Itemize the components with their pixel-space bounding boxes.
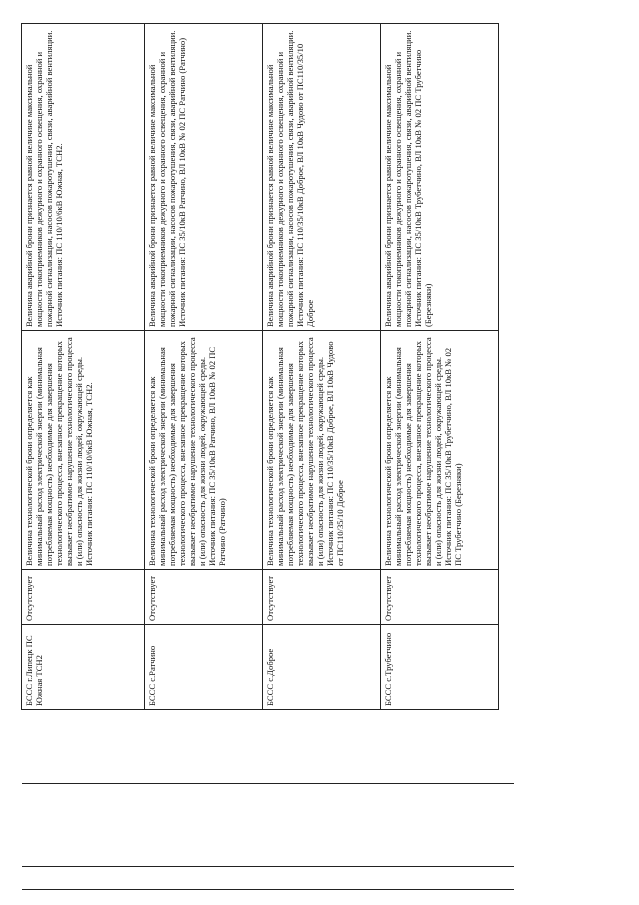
tech-reserve-cell: Величина технологической брони определяется как минимальный расход электрической энергии (минимальная потребляемая мощность) необходимые для завершения технологического процесса, внезапное прекращение которых вызывает необратимое нарушение технологического процесса и (или) опасность для жизни людей, окружающей среды. Источник питания: ПС 110/10/6кВ Южная, ТСН2.	[22, 331, 145, 570]
blank-rule	[22, 866, 514, 867]
tech-reserve-cell: Величина технологической брони определяется как минимальный расход электрической энергии (минимальная потребляемая мощность) необходимые для завершения технологического процесса, внезапное прекращение которых вызывает необратимое нарушение технологического процесса и (или) опасность для жизни людей, окружающей среды. Источник питания: ПС 35/10кВ Ратчино, ВЛ 10кВ № 02 ПС Ратчино (Ратчино)	[145, 331, 263, 570]
emergency-reserve-cell: Величина аварийной брони признается равной величине максимальной мощности токоприемников дежурного и охранного освещения, охранной и пожарной сигнализации, насосов пожаротушения, связи, аварийной вентиляции. Источник питания: ПС 35/10кВ Ратчино, ВЛ 10кВ № 02 ПС Ратчино (Ратчино)	[145, 24, 263, 331]
blank-rule	[22, 889, 514, 890]
table-row	[381, 24, 499, 710]
emergency-reserve-cell: Величина аварийной брони признается равной величине максимальной мощности токоприемников дежурного и охранного освещения, охранной и пожарной сигнализации, насосов пожаротушения, связи, аварийной вентиляции. Источник питания: ПС 110/10/6кВ Южная, ТСН2.	[22, 24, 145, 331]
flag-cell: Отсутствует	[263, 570, 381, 625]
object-cell: БССС г.Липецк ПС Южная ТСН2	[22, 625, 145, 710]
object-cell: БССС с.Ратчино	[145, 625, 263, 710]
table-row	[22, 24, 145, 710]
flag-cell: Отсутствует	[381, 570, 499, 625]
tech-reserve-cell: Величина технологической брони определяется как минимальный расход электрической энергии (минимальная потребляемая мощность) необходимые для завершения технологического процесса, внезапное прекращение которых вызывает необратимое нарушение технологического процесса и (или) опасность для жизни людей, окружающей среды. Источник питания: ПС 110/35/10кВ Доброе, ВЛ 10кВ Чудово от ПС110/35/10 Доброе	[263, 331, 381, 570]
table-row	[145, 24, 263, 710]
table-row	[263, 24, 381, 710]
reservation-table	[21, 23, 499, 710]
object-cell: БССС с.Доброе	[263, 625, 381, 710]
flag-cell: Отсутствует	[22, 570, 145, 625]
blank-rule	[22, 783, 514, 784]
object-cell: БССС с.Трубетчино	[381, 625, 499, 710]
emergency-reserve-cell: Величина аварийной брони признается равной величине максимальной мощности токоприемников дежурного и охранного освещения, охранной и пожарной сигнализации, насосов пожаротушения, связи, аварийной вентиляции. Источник питания: ПС 110/35/10кВ Доброе, ВЛ 10кВ Чудово от ПС110/35/10 Доброе	[263, 24, 381, 331]
flag-cell: Отсутствует	[145, 570, 263, 625]
emergency-reserve-cell: Величина аварийной брони признается равной величине максимальной мощности токоприемников дежурного и охранного освещения, охранной и пожарной сигнализации, насосов пожаротушения, связи, аварийной вентиляции. Источник питания: ПС 35/10кВ Трубетчино, ВЛ 10кВ № 02 ПС Трубетчино (Березняки)	[381, 24, 499, 331]
tech-reserve-cell: Величина технологической брони определяется как минимальный расход электрической энергии (минимальная потребляемая мощность) необходимые для завершения технологического процесса, внезапное прекращение которых вызывает необратимое нарушение технологического процесса и (или) опасность для жизни людей, окружающей среды. Источник питания: ПС 35/10кВ Трубетчино, ВЛ 10кВ № 02 ПС Трубетчино (Березняки)	[381, 331, 499, 570]
